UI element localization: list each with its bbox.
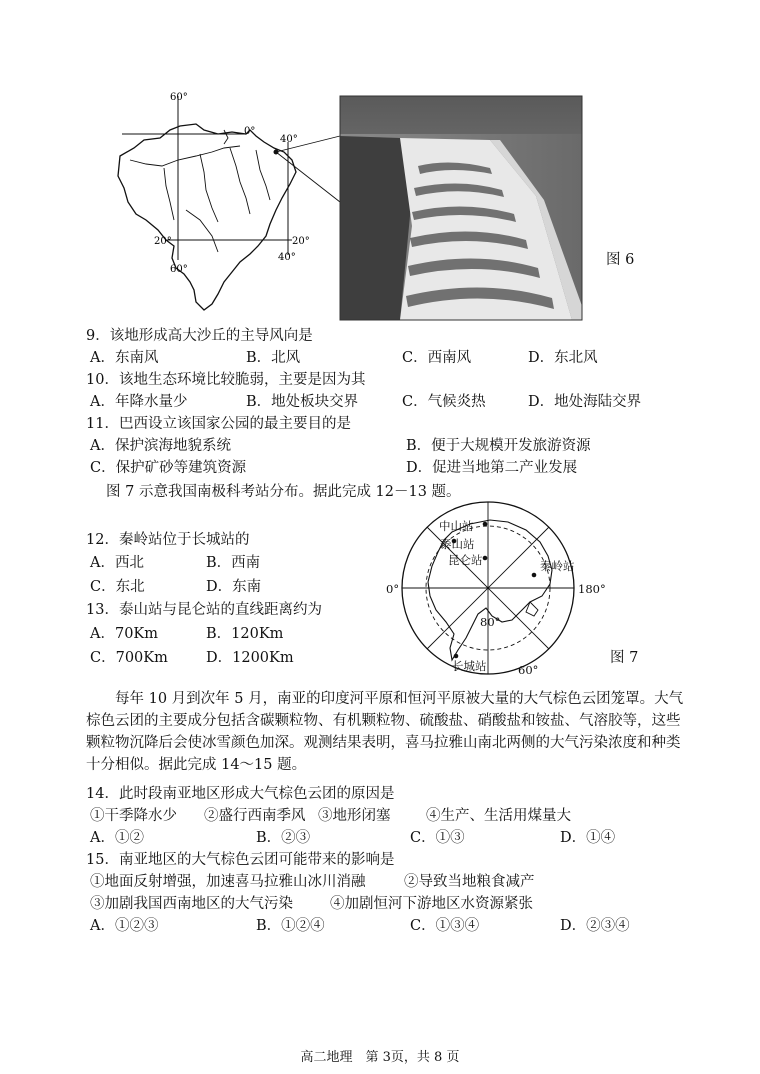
station-zhongshan: 中山站: [439, 519, 474, 533]
degree-60: 60°: [518, 663, 539, 677]
question-15-text: 南亚地区的大气棕色云团可能带来的影响是: [118, 852, 395, 868]
question-15-item-4: ④加剧恒河下游地区水资源紧张: [330, 896, 533, 912]
question-14-option-a: A．①②: [90, 830, 144, 846]
question-12-option-b: B．西南: [206, 555, 261, 571]
question-13-number: 13．: [86, 602, 119, 618]
antarctica-map: [382, 498, 606, 680]
passage-brown-cloud: 每年 10 月到次年 5 月，南亚的印度河平原和恒河平原被大量的大气棕色云团笼罩。大气棕色云团的主要成分包括含碳颗粒物、有机颗粒物、硫酸盐、硝酸盐和铵盐、气溶胶等，这些颗粒物沉降后会使冰雪颜色加深。观测结果表明，喜马拉雅山南北两侧的大气污染浓度和种类十分相似。据此完成 14～15 题。: [86, 691, 684, 773]
question-11-text: 巴西设立该国家公园的最主要目的是: [118, 416, 351, 432]
question-14-option-b: B．②③: [256, 830, 311, 846]
question-10-option-a: A．年降水量少: [90, 394, 188, 410]
question-13-option-a: A．70Km: [90, 626, 159, 642]
station-taishan: 泰山站: [440, 537, 475, 551]
question-10-number: 10．: [86, 372, 119, 388]
page-footer: 高二地理 第 3页，共 8 页: [300, 1050, 460, 1065]
question-14-option-d: D．①④: [560, 830, 616, 846]
question-14-item-1: ①干季降水少: [90, 808, 177, 824]
question-14-item-4: ④生产、生活用煤量大: [426, 808, 571, 824]
figure-7-intro: 图 7 示意我国南极科考站分布。据此完成 12－13 题。: [106, 484, 461, 500]
question-11-option-b: B．便于大规模开发旅游资源: [406, 438, 591, 454]
question-13-stem: [86, 600, 322, 620]
question-15-option-d: D．②③④: [560, 918, 630, 934]
question-12-option-d: D．东南: [206, 579, 262, 595]
question-10-option-d: D．地处海陆交界: [528, 394, 642, 410]
dune-photo: [340, 96, 582, 320]
question-10-stem: [86, 370, 365, 390]
question-9-option-c: C．西南风: [402, 350, 472, 366]
map-label-40-top: 40°: [280, 134, 298, 145]
question-9-stem: [86, 326, 313, 346]
question-15-option-a: A．①②③: [90, 918, 159, 934]
question-13-option-c: C．700Km: [90, 650, 168, 666]
map-label-20-left: 20°: [154, 236, 172, 247]
station-kunlun: 昆仑站: [448, 553, 483, 567]
question-9-number: 9．: [86, 328, 110, 344]
question-9-option-b: B．北风: [246, 350, 301, 366]
question-12-stem: [86, 530, 249, 550]
question-14-stem: [86, 784, 394, 804]
question-11-stem: [86, 414, 351, 434]
question-10-option-b: B．地处板块交界: [246, 394, 359, 410]
figure-6-label: 图 6: [606, 252, 635, 268]
question-15-item-1: ①地面反射增强，加速喜马拉雅山冰川消融: [90, 874, 366, 890]
map-label-0: 0°: [244, 126, 256, 137]
question-9-text: 该地形成高大沙丘的主导风向是: [109, 328, 313, 344]
degree-180: 180°: [578, 582, 606, 596]
question-15-option-b: B．①②④: [256, 918, 325, 934]
question-15-option-c: C．①③④: [410, 918, 480, 934]
question-15-item-3: ③加剧我国西南地区的大气污染: [90, 896, 293, 912]
question-14-text: 此时段南亚地区形成大气棕色云团的原因是: [118, 786, 395, 802]
degree-80: 80°: [480, 615, 501, 629]
question-14-item-2: ②盛行西南季风: [204, 808, 306, 824]
question-14-option-c: C．①③: [410, 830, 465, 846]
question-10-text: 该地生态环境比较脆弱，主要是因为其: [118, 372, 366, 388]
map-label-60n: 60°: [170, 92, 188, 103]
question-12-number: 12．: [86, 532, 119, 548]
question-10-option-c: C．气候炎热: [402, 394, 486, 410]
question-14-number: 14．: [86, 786, 119, 802]
question-15-stem: [86, 850, 394, 870]
figure-7-label: 图 7: [610, 650, 639, 666]
question-12-text: 秦岭站位于长城站的: [118, 532, 250, 548]
question-11-option-d: D．促进当地第二产业发展: [406, 460, 578, 476]
brazil-map: [100, 90, 340, 315]
question-13-text: 泰山站与昆仑站的直线距离约为: [118, 602, 322, 618]
question-11-option-c: C．保护矿砂等建筑资源: [90, 460, 247, 476]
question-11-number: 11．: [86, 416, 119, 432]
question-14-item-3: ③地形闭塞: [318, 808, 391, 824]
question-12-option-a: A．西北: [90, 555, 144, 571]
question-9-option-a: A．东南风: [90, 350, 159, 366]
question-13-option-b: B．120Km: [206, 626, 284, 642]
station-qinling: 秦岭站: [540, 559, 575, 573]
question-11-option-a: A．保护滨海地貌系统: [90, 438, 231, 454]
map-label-60-bottom: 60°: [170, 264, 188, 275]
question-12-option-c: C．东北: [90, 579, 145, 595]
question-13-option-d: D．1200Km: [206, 650, 294, 666]
question-9-option-d: D．东北风: [528, 350, 598, 366]
degree-0: 0°: [386, 582, 400, 596]
question-15-item-2: ②导致当地粮食减产: [404, 874, 535, 890]
map-label-20-right: 20°: [292, 236, 310, 247]
station-changcheng: 长城站: [452, 659, 487, 673]
question-15-number: 15．: [86, 852, 119, 868]
map-label-40-bottom: 40°: [278, 252, 296, 263]
